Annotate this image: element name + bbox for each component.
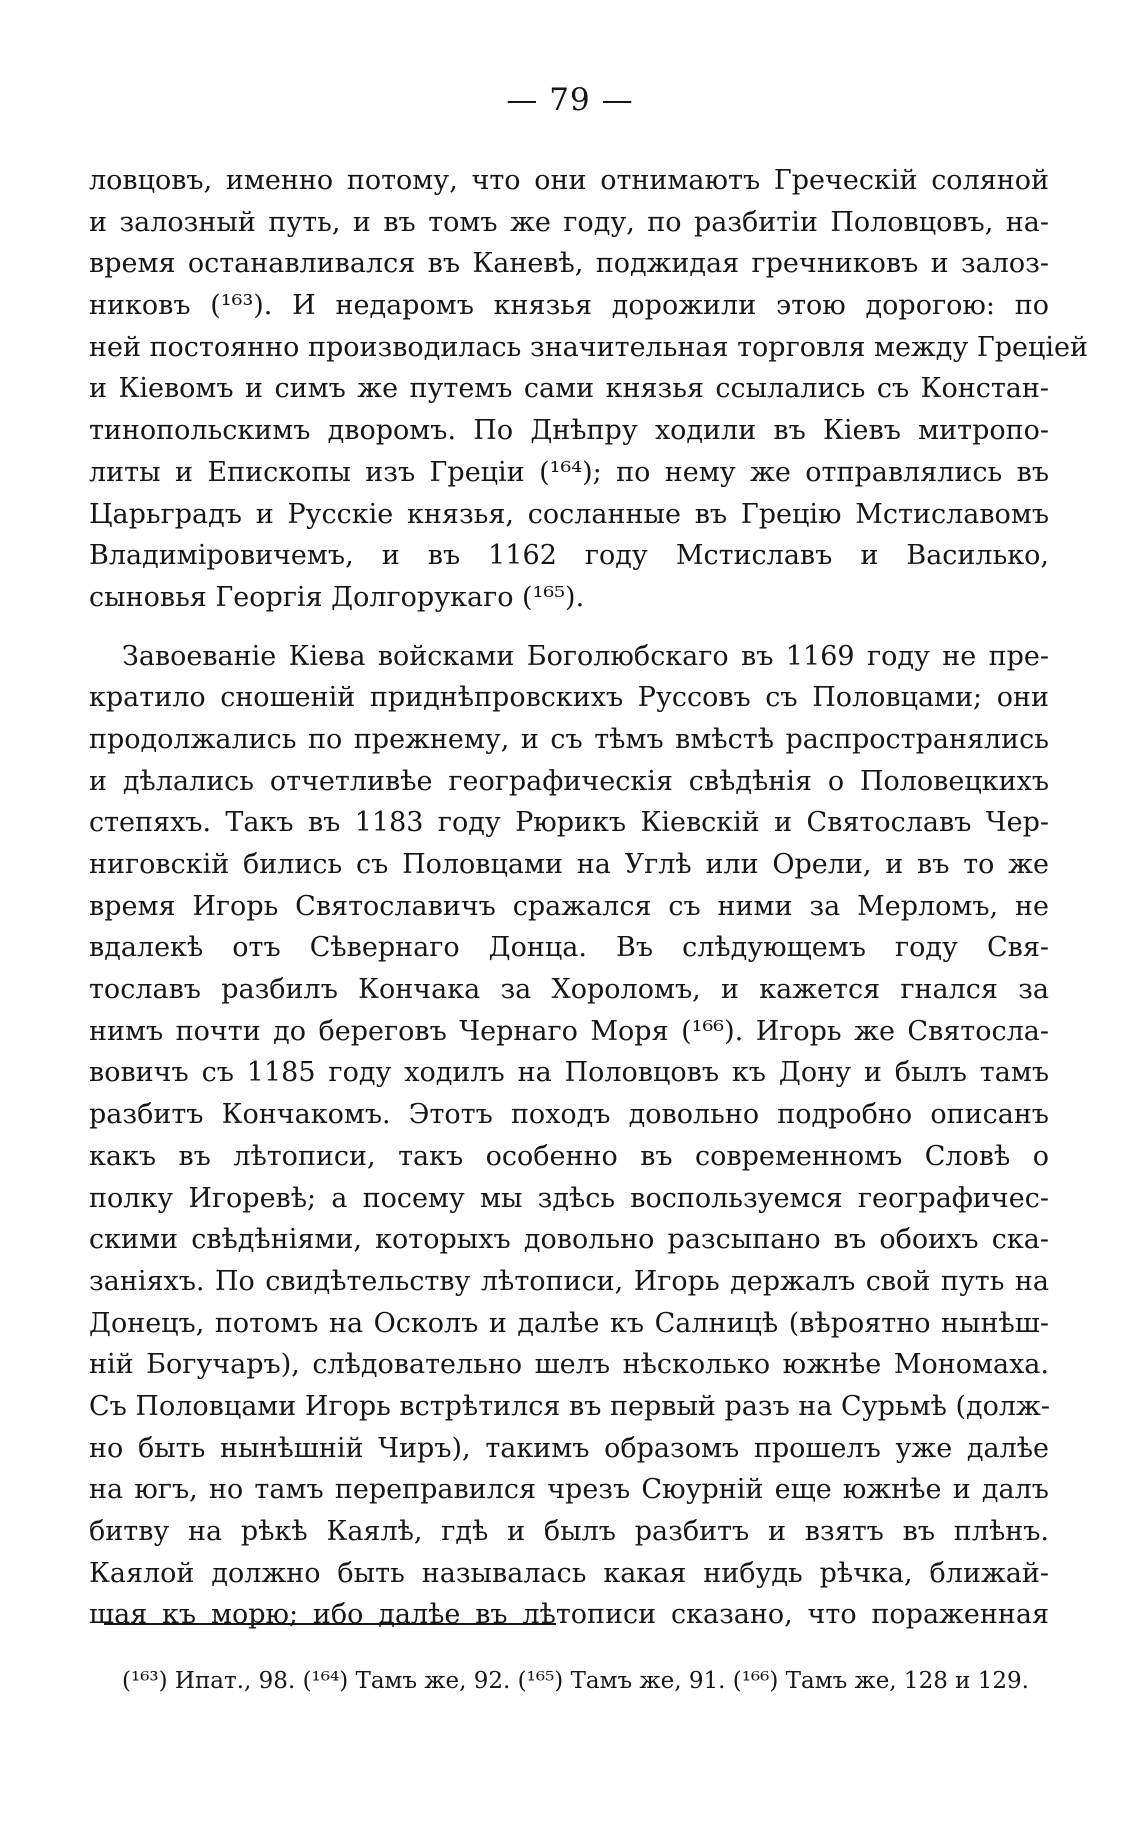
text-line: шая къ морю; ибо далѣе въ лѣтописи сказано, что пораженная	[89, 1599, 1049, 1631]
text-line: время Игорь Святославичъ сражался съ ними за Мерломъ, не	[89, 890, 1049, 922]
text-line: степяхъ. Такъ въ 1183 году Рюрикъ Кіевскій и Святославъ Чер-	[89, 807, 1049, 839]
text-line: ній Богучаръ), слѣдовательно шелъ нѣсколько южнѣе Мономаха.	[89, 1349, 1049, 1381]
text-line: и Кіевомъ и симъ же путемъ сами князья ссылались съ Констан-	[89, 373, 1049, 405]
text-line: сыновья Георгія Долгорукаго (¹⁶⁵).	[89, 581, 585, 613]
footnotes: (¹⁶³) Ипат., 98. (¹⁶⁴) Тамъ же, 92. (¹⁶⁵) Тамъ же, 91. (¹⁶⁶) Тамъ же, 128 и 129.	[122, 1668, 1029, 1694]
page-number: — 79 —	[506, 82, 634, 118]
text-line: Царьградъ и Русскіе князья, сосланные въ Грецію Мстиславомъ	[89, 498, 1049, 530]
text-line: вдалекѣ отъ Сѣвернаго Донца. Въ слѣдующемъ году Свя-	[89, 932, 1049, 964]
text-line: полку Игоревѣ; а посему мы здѣсь воспользуемся географичес-	[89, 1182, 1049, 1214]
paragraph-gap	[89, 619, 1049, 636]
text-line: но быть нынѣшній Чиръ), такимъ образомъ прошелъ уже далѣе	[89, 1432, 1049, 1464]
text-line: тославъ разбилъ Кончака за Хороломъ, и кажется гнался за	[89, 974, 1049, 1006]
text-line: Каялой должно быть называлась какая нибудь рѣчка, ближай-	[89, 1557, 1049, 1589]
text-line: Владиміровичемъ, и въ 1162 году Мстиславъ и Василько,	[89, 540, 1049, 572]
text-line: кратило сношеній приднѣпровскихъ Руссовъ съ Половцами; они	[89, 682, 1049, 714]
text-line: время останавливался въ Каневѣ, поджидая гречниковъ и залоз-	[89, 248, 1049, 280]
text-line: скими свѣдѣніями, которыхъ довольно разсыпано въ обоихъ ска-	[89, 1224, 1049, 1256]
text-line: на югъ, но тамъ переправился чрезъ Сюурній еще южнѣе и далъ	[89, 1474, 1049, 1506]
paragraph-2	[89, 636, 1049, 1637]
body-text	[89, 160, 1088, 1636]
text-line: никовъ (¹⁶³). И недаромъ князья дорожили этою дорогою: по	[89, 290, 1049, 322]
text-line: и залозный путь, и въ томъ же году, по разбитіи Половцовъ, на-	[89, 206, 1049, 238]
text-line: битву на рѣкѣ Каялѣ, гдѣ и былъ разбитъ и взятъ въ плѣнъ.	[89, 1516, 1049, 1547]
text-line: продолжались по прежнему, и съ тѣмъ вмѣстѣ распространялись	[89, 723, 1049, 755]
text-line: заніяхъ. По свидѣтельству лѣтописи, Игорь держалъ свой путь на	[89, 1265, 1049, 1297]
text-line: ниговскій бились съ Половцами на Углѣ или Орели, и въ то же	[89, 849, 1049, 880]
text-line: какъ въ лѣтописи, такъ особенно въ современномъ Словѣ о	[89, 1140, 1049, 1172]
text-line: Съ Половцами Игорь встрѣтился въ первый разъ на Сурьмѣ (долж-	[89, 1390, 1050, 1422]
text-line: ней постоянно производилась значительная торговля между Греціей	[89, 331, 1088, 363]
text-line: разбитъ Кончакомъ. Этотъ походъ довольно подробно описанъ	[89, 1099, 1049, 1131]
text-line: литы и Епископы изъ Греціи (¹⁶⁴); по нему же отправлялись въ	[89, 456, 1049, 488]
text-line: Завоеваніе Кіева войсками Боголюбскаго въ 1169 году не пре-	[122, 640, 1049, 672]
text-line: нимъ почти до береговъ Чернаго Моря (¹⁶⁶). Игорь же Святосла-	[89, 1015, 1049, 1047]
footnote-rule	[104, 1623, 556, 1625]
text-line: тинопольскимъ дворомъ. По Днѣпру ходили въ Кіевъ митропо-	[89, 415, 1049, 447]
text-line: Донецъ, потомъ на Осколъ и далѣе къ Салницѣ (вѣроятно нынѣш-	[89, 1307, 1049, 1339]
text-line: и дѣлались отчетливѣе географическія свѣдѣнія о Половецкихъ	[89, 765, 1049, 797]
text-line: ловцовъ, именно потому, что они отнимаютъ Греческій соляной	[89, 165, 1049, 196]
paragraph-1	[89, 160, 1088, 619]
text-line: вовичъ съ 1185 году ходилъ на Половцовъ къ Дону и былъ тамъ	[89, 1057, 1049, 1089]
